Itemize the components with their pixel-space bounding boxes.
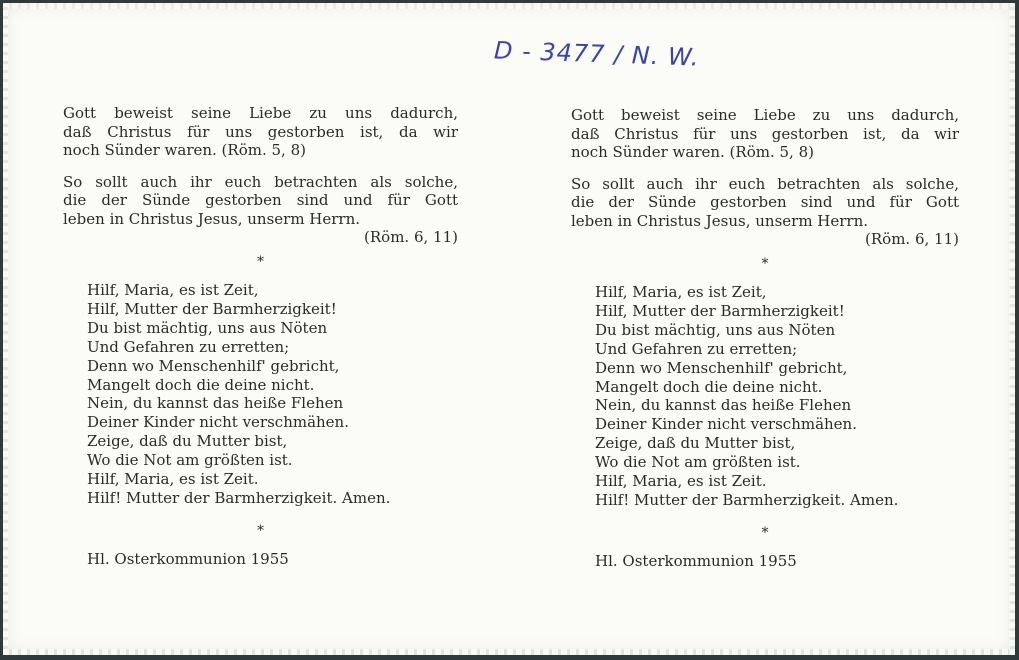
poem-line: Und Gefahren zu erretten; bbox=[595, 339, 798, 358]
poem-line: Wo die Not am größten ist. bbox=[595, 453, 801, 472]
handwritten-note: D - 3477 / N. W. bbox=[493, 36, 700, 72]
poem-line: Du bist mächtig, uns aus Nöten bbox=[595, 320, 836, 339]
verse-reference: (Röm. 6, 11) bbox=[865, 230, 959, 248]
prose-line: Gott beweist seine Liebe zu uns dadurch, bbox=[63, 104, 458, 122]
prose-line: daß Christus für uns gestorben ist, da wir bbox=[571, 124, 959, 143]
poem-line: Hilf! Mutter der Barmherzigkeit. Amen. bbox=[595, 490, 899, 509]
poem-line: Nein, du kannst das heiße Flehen bbox=[595, 396, 852, 415]
verse-romans-5-8 bbox=[63, 104, 458, 160]
poem-line: Mangelt doch die deine nicht. bbox=[87, 375, 315, 394]
footer-occasion: Hl. Osterkommunion 1955 bbox=[87, 550, 289, 569]
poem-line: Wo die Not am größten ist. bbox=[87, 451, 293, 470]
verse-romans-6-11 bbox=[63, 173, 458, 229]
prose-line: leben in Christus Jesus, unserm Herrn. bbox=[63, 209, 361, 228]
poem-line: Hilf, Maria, es ist Zeit, bbox=[595, 283, 767, 301]
prose-line: Gott beweist seine Liebe zu uns dadurch, bbox=[571, 106, 959, 124]
deckled-edge-right bbox=[1010, 3, 1015, 655]
poem-line: Mangelt doch die deine nicht. bbox=[595, 377, 823, 396]
separator-asterisk: * bbox=[761, 255, 769, 272]
poem-line: Denn wo Menschenhilf' gebricht, bbox=[87, 356, 340, 375]
poem-line: Nein, du kannst das heiße Flehen bbox=[87, 394, 344, 413]
poem-line: Deiner Kinder nicht verschmähen. bbox=[595, 415, 857, 434]
footer-occasion: Hl. Osterkommunion 1955 bbox=[595, 552, 797, 571]
poem-line: Hilf, Maria, es ist Zeit. bbox=[87, 470, 259, 489]
separator-asterisk: * bbox=[257, 522, 264, 539]
verse-romans-6-11 bbox=[571, 175, 959, 231]
verse-reference: (Röm. 6, 11) bbox=[364, 228, 458, 246]
poem-line: Hilf, Maria, es ist Zeit. bbox=[595, 472, 767, 491]
poem-line: Hilf, Maria, es ist Zeit, bbox=[87, 281, 259, 299]
prayer-poem bbox=[87, 281, 458, 508]
prose-line: noch Sünder waren. (Röm. 5, 8) bbox=[571, 143, 814, 161]
left-column bbox=[63, 104, 458, 569]
poem-line: Zeige, daß du Mutter bist, bbox=[595, 434, 796, 453]
prose-line: So sollt auch ihr euch betrachten als solche, bbox=[571, 174, 959, 193]
prose-line: daß Christus für uns gestorben ist, da wir bbox=[63, 122, 458, 141]
deckled-edge-bottom bbox=[3, 649, 1015, 655]
deckled-edge-left bbox=[3, 3, 8, 655]
poem-line: Du bist mächtig, uns aus Nöten bbox=[87, 318, 328, 337]
prayer-poem bbox=[595, 283, 959, 510]
prose-line: leben in Christus Jesus, unserm Herrn. bbox=[571, 211, 869, 230]
prose-line: noch Sünder waren. (Röm. 5, 8) bbox=[63, 141, 306, 159]
prose-line: So sollt auch ihr euch betrachten als solche, bbox=[63, 172, 458, 191]
poem-line: Hilf! Mutter der Barmherzigkeit. Amen. bbox=[87, 488, 391, 507]
right-column bbox=[571, 106, 959, 571]
prose-line: die der Sünde gestorben sind und für Gott bbox=[63, 191, 458, 209]
verse-romans-5-8 bbox=[571, 106, 959, 162]
poem-line: Hilf, Mutter der Barmherzigkeit! bbox=[87, 299, 337, 318]
separator-asterisk: * bbox=[257, 253, 264, 270]
separator-asterisk: * bbox=[761, 524, 769, 541]
poem-line: Zeige, daß du Mutter bist, bbox=[87, 432, 288, 451]
prose-line: die der Sünde gestorben sind und für Gott bbox=[571, 193, 959, 211]
poem-line: Deiner Kinder nicht verschmähen. bbox=[87, 413, 349, 432]
poem-line: Denn wo Menschenhilf' gebricht, bbox=[595, 358, 848, 377]
deckled-edge-top bbox=[3, 3, 1015, 9]
poem-line: Hilf, Mutter der Barmherzigkeit! bbox=[595, 301, 845, 320]
poem-line: Und Gefahren zu erretten; bbox=[87, 337, 290, 356]
